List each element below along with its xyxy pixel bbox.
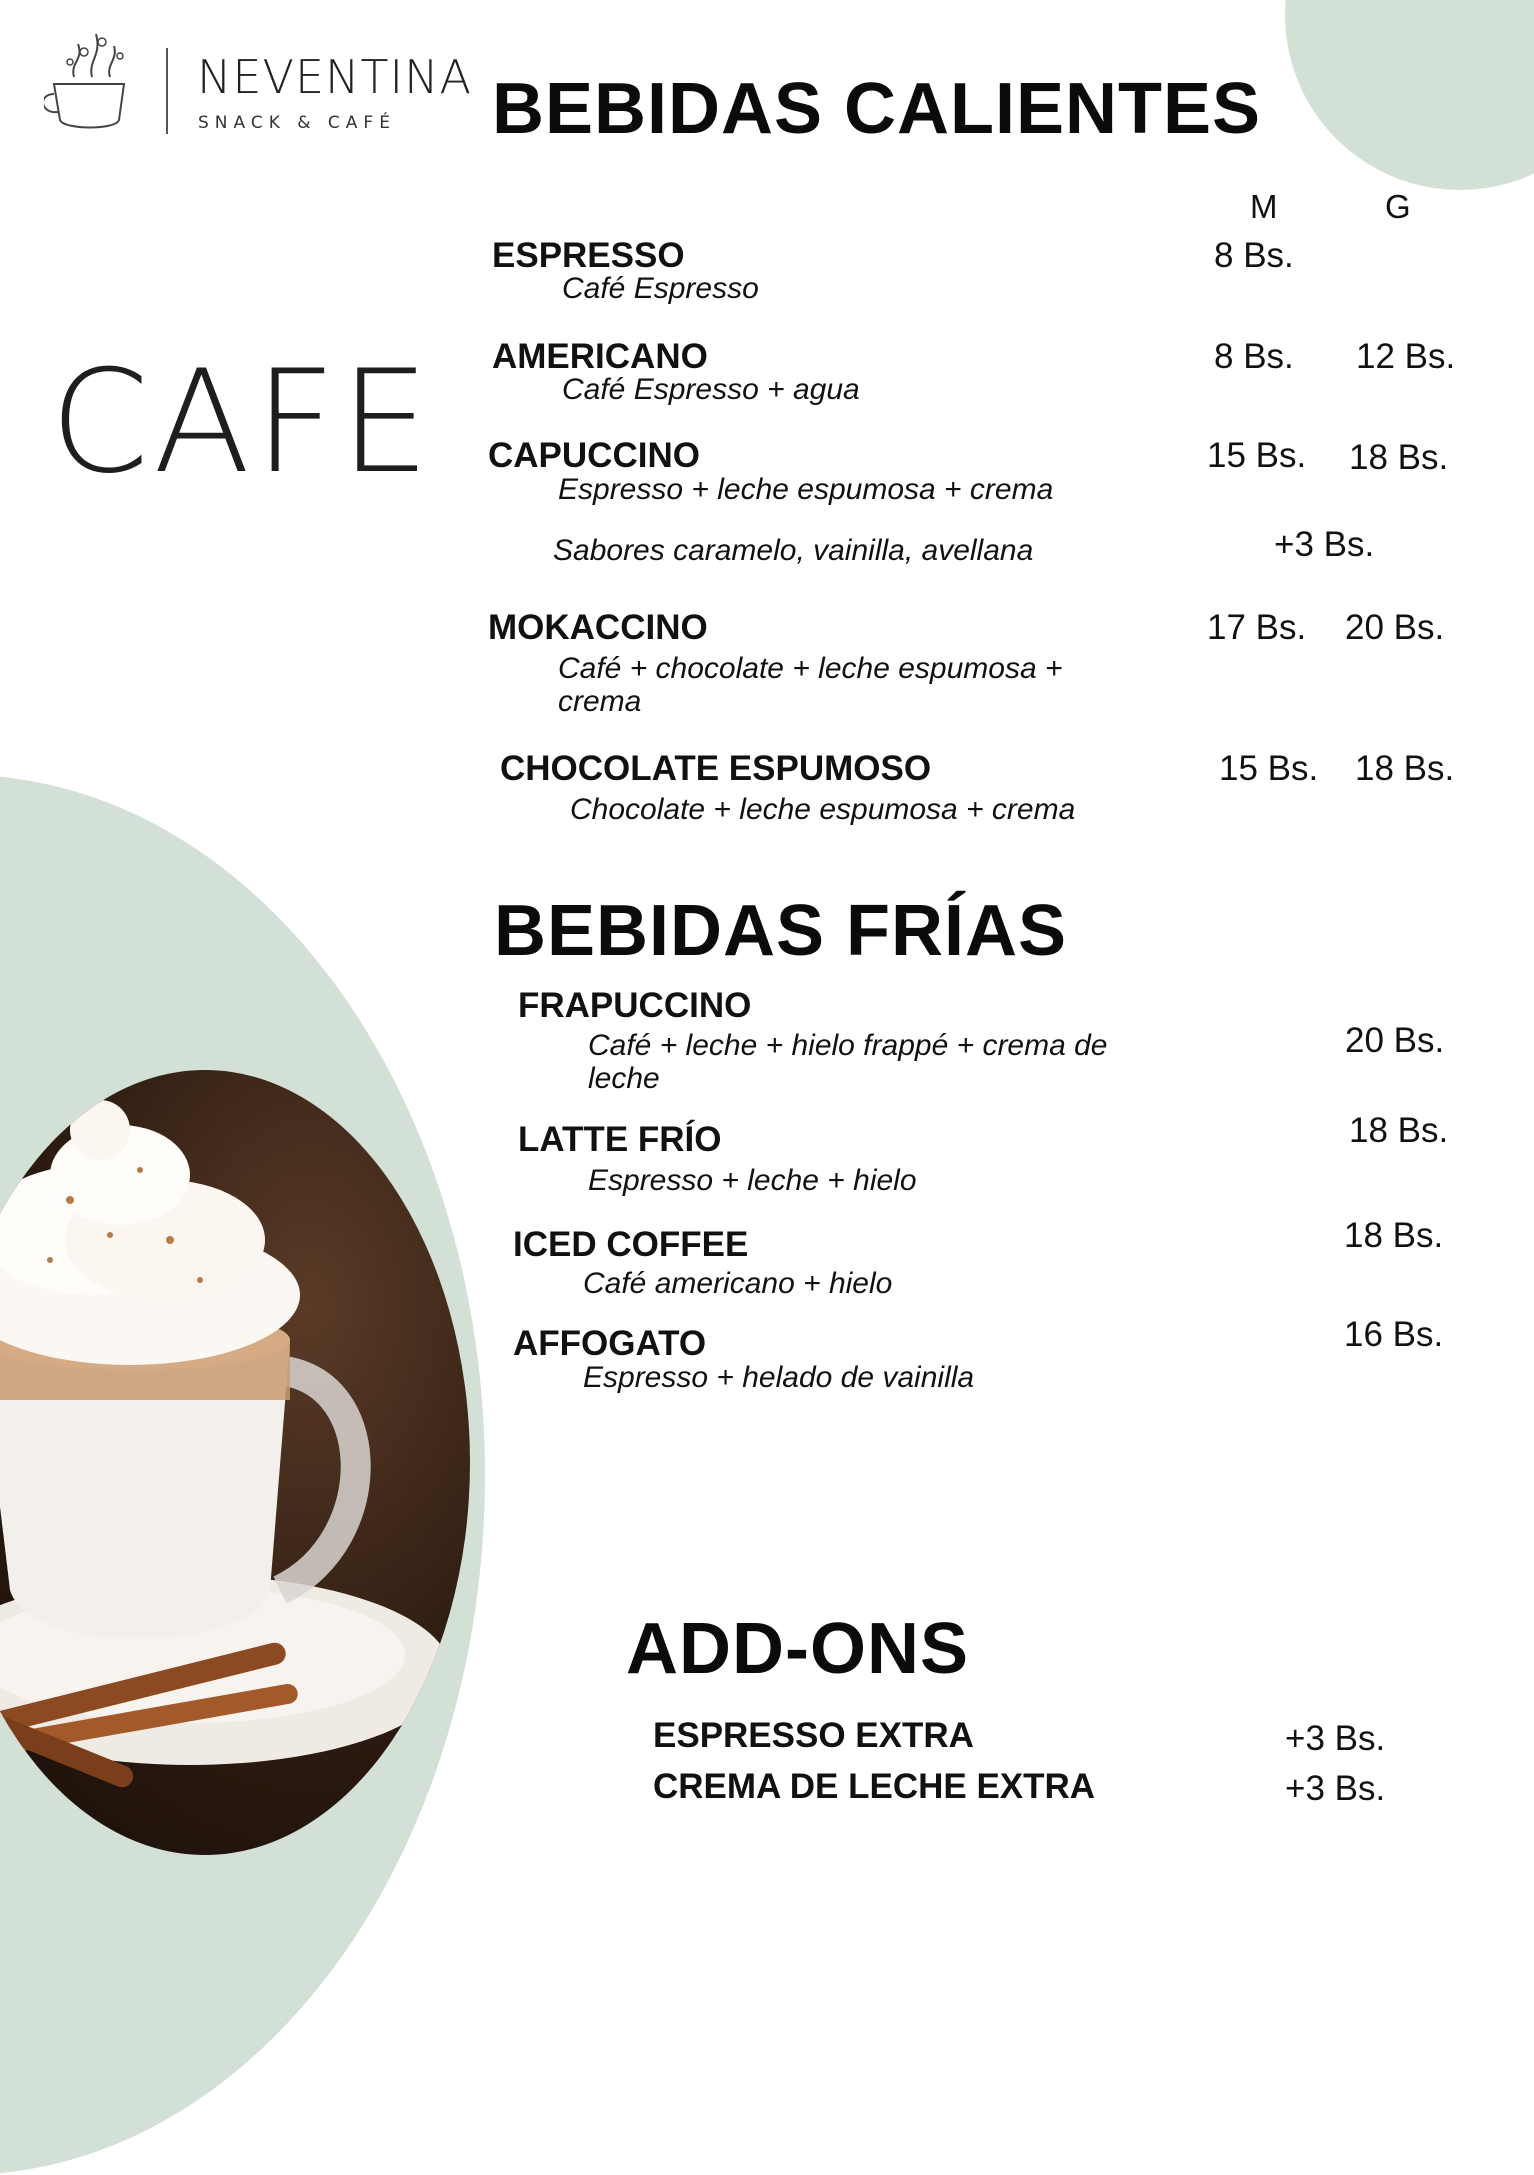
menu-item-price: 18 Bs.	[1344, 1216, 1444, 1255]
column-header-m: M	[1250, 188, 1278, 225]
menu-item-price-m: 8 Bs.	[1214, 337, 1294, 376]
coffee-cup-photo	[0, 1070, 470, 1855]
menu-item-description: Espresso + helado de vainilla	[583, 1361, 975, 1394]
menu-item-description-cont: crema	[558, 685, 642, 718]
addon-price: +3 Bs.	[1285, 1769, 1386, 1808]
menu-item-price: 16 Bs.	[1344, 1315, 1444, 1354]
logo-divider	[166, 48, 168, 134]
side-title: CAFE	[50, 340, 434, 505]
menu-item-description: Espresso + leche espumosa + crema	[558, 473, 1054, 506]
menu-item-price: 18 Bs.	[1349, 1111, 1449, 1150]
flavors-note: Sabores caramelo, vainilla, avellana	[553, 534, 1034, 567]
menu-item-description: Café Espresso	[562, 272, 759, 305]
coffee-cup-logo-icon	[44, 22, 144, 137]
menu-item-name: CHOCOLATE ESPUMOSO	[500, 749, 932, 788]
addon-name: CREMA DE LECHE EXTRA	[653, 1767, 1096, 1806]
section-title-cold: BEBIDAS FRÍAS	[494, 891, 1068, 971]
menu-item-price-g: 18 Bs.	[1355, 749, 1455, 788]
flavors-price: +3 Bs.	[1274, 525, 1375, 564]
menu-item-description-cont: leche	[588, 1062, 660, 1095]
menu-item-name: AMERICANO	[492, 337, 708, 376]
menu-item-description: Espresso + leche + hielo	[588, 1164, 917, 1197]
menu-item-price-m: 8 Bs.	[1214, 236, 1294, 275]
menu-item-description: Chocolate + leche espumosa + crema	[570, 793, 1076, 826]
menu-item-name: LATTE FRÍO	[518, 1120, 722, 1159]
menu-item-name: FRAPUCCINO	[518, 986, 752, 1025]
menu-item-price-m: 17 Bs.	[1207, 608, 1307, 647]
decorative-circle-top	[1285, 0, 1534, 190]
section-title-addons: ADD-ONS	[626, 1609, 969, 1689]
menu-item-price-m: 15 Bs.	[1207, 436, 1307, 475]
menu-item-price-g: 18 Bs.	[1349, 438, 1449, 477]
menu-item-description: Café + chocolate + leche espumosa +	[558, 652, 1063, 685]
menu-item-price-g: 12 Bs.	[1356, 337, 1456, 376]
column-header-g: G	[1385, 188, 1411, 225]
menu-item-name: ESPRESSO	[492, 236, 685, 275]
brand-tagline: SNACK & CAFÉ	[198, 113, 396, 133]
menu-item-description: Café americano + hielo	[583, 1267, 893, 1300]
menu-item-price-m: 15 Bs.	[1219, 749, 1319, 788]
menu-item-price-g: 20 Bs.	[1345, 608, 1445, 647]
menu-item-name: MOKACCINO	[488, 608, 708, 647]
menu-item-price: 20 Bs.	[1345, 1021, 1445, 1060]
menu-item-description: Café + leche + hielo frappé + crema de	[588, 1029, 1108, 1062]
brand-name: NEVENTINA	[197, 50, 472, 104]
addon-name: ESPRESSO EXTRA	[653, 1716, 974, 1755]
menu-item-name: ICED COFFEE	[513, 1225, 749, 1264]
menu-item-description: Café Espresso + agua	[562, 373, 860, 406]
menu-item-name: AFFOGATO	[513, 1324, 707, 1363]
addon-price: +3 Bs.	[1285, 1719, 1386, 1758]
menu-item-name: CAPUCCINO	[488, 436, 700, 475]
section-title-hot: BEBIDAS CALIENTES	[492, 69, 1262, 149]
